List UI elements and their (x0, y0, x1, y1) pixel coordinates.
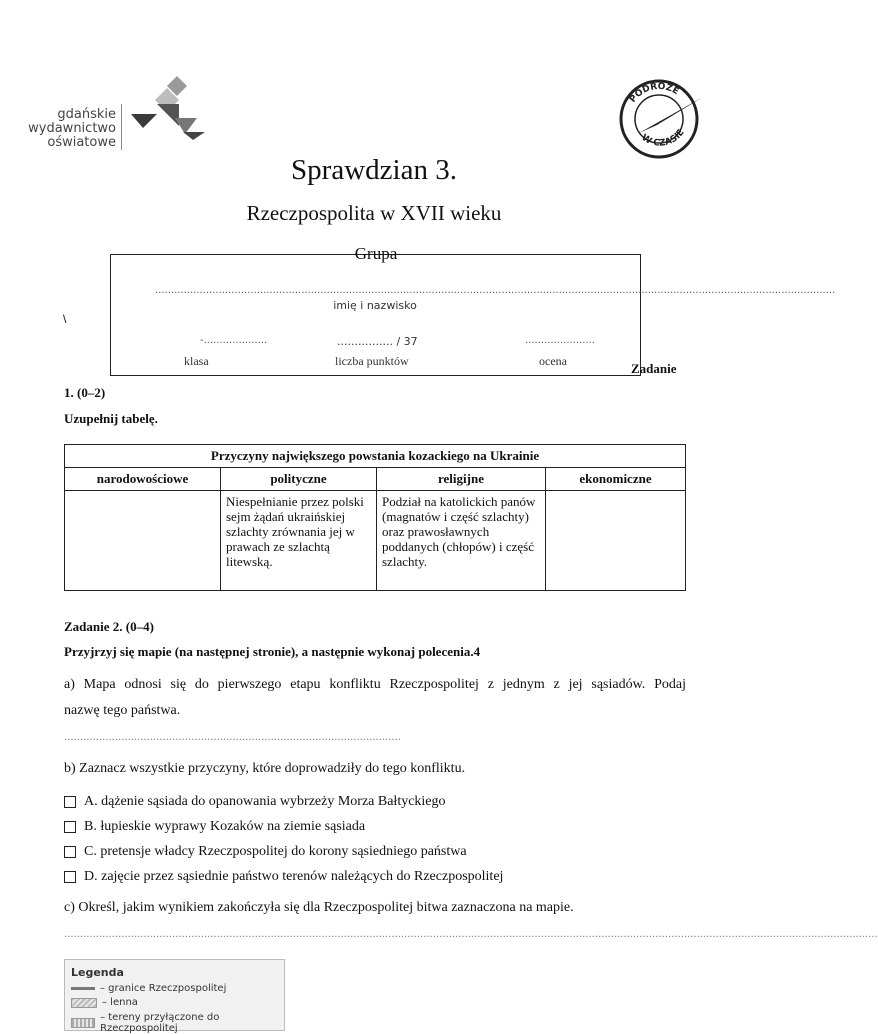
group-label: Grupa (354, 244, 398, 263)
causes-table (64, 444, 686, 591)
name-label: imię i nazwisko (333, 299, 417, 312)
checkbox[interactable] (64, 871, 76, 883)
task1-instruction: Uzupełnij tabelę. (64, 411, 158, 426)
podroze-w-czasie-stamp (617, 77, 707, 161)
legend-title: Legenda (71, 966, 124, 979)
column-header: religijne (377, 468, 546, 491)
task2-instruction: Przyjrzyj się mapie (na następnej stronie), a następnie wykonaj polecenia.4 (64, 644, 481, 659)
class-label: klasa (184, 354, 209, 368)
points-dotted-line[interactable]: ................ / 37 (337, 335, 418, 348)
column-header: ekonomiczne (546, 468, 686, 491)
legend-item-label: – granice Rzeczpospolitej (100, 983, 227, 994)
table-header-row (65, 468, 686, 491)
checkbox[interactable] (64, 796, 76, 808)
column-header: polityczne (221, 468, 377, 491)
task2-c-question: c) Określ, jakim wynikiem zakończyła się dla Rzeczpospolitej bitwa zaznaczona na mapie. (64, 900, 574, 915)
task2-c-answer-line[interactable]: ................................................................................................................................................................................................................................................................ (64, 929, 878, 940)
publisher-name (20, 108, 116, 150)
stray-backslash: \ (63, 312, 67, 326)
option-label: A. dążenie sąsiada do opanowania wybrzeży Morza Bałtyckiego (84, 794, 446, 809)
legend-item (71, 1012, 284, 1034)
answer-cell-religious[interactable]: Podział na katolickich panów (magnatów i część szlachty) oraz prawosławnych poddanych (chłopów) i część szlachty. (377, 491, 546, 591)
publisher-line: oświatowe (47, 135, 116, 150)
task2-a-answer-line[interactable]: .......................................................................................................... (64, 732, 401, 743)
table-caption: Przyczyny największego powstania kozackiego na Ukrainie (65, 445, 686, 468)
publisher-line: wydawnictwo (28, 121, 116, 136)
name-dotted-line[interactable]: ...................................................................................................................................................................................................................... (155, 285, 836, 296)
legend-item (71, 983, 226, 994)
answer-cell-national[interactable] (65, 491, 221, 591)
grade-label: ocena (539, 354, 567, 368)
fief-hatch-icon (71, 998, 97, 1008)
option-label: D. zajęcie przez sąsiednie państwo terenów należących do Rzeczpospolitej (84, 869, 504, 884)
option-c[interactable] (64, 844, 467, 860)
publisher-logo-icon (127, 74, 209, 140)
grade-dotted-line[interactable]: ...................... (525, 335, 595, 346)
answer-cell-economic[interactable] (546, 491, 686, 591)
task2-a-question-cont: nazwę tego państwa. (64, 703, 181, 718)
annexed-hatch-icon (71, 1018, 95, 1028)
table-caption-row (65, 445, 686, 468)
legend-item-label: – tereny przyłączone do Rzeczpospolitej (100, 1012, 220, 1034)
checkbox[interactable] (64, 846, 76, 858)
page-title: Sprawdzian 3. (291, 154, 457, 186)
publisher-divider (121, 104, 122, 150)
stamp-bottom-text: W CZASIE (639, 127, 687, 149)
publisher-line: gdańskie (57, 107, 116, 122)
option-d[interactable] (64, 869, 503, 885)
map-legend (64, 959, 285, 1034)
legend-item-label: – lenna (102, 997, 138, 1008)
option-a[interactable] (64, 794, 446, 810)
task1-heading-word: Zadanie (631, 361, 677, 376)
option-label: C. pretensje władcy Rzeczpospolitej do korony sąsiedniego państwa (84, 844, 467, 859)
column-header: narodowościowe (65, 468, 221, 491)
points-label: liczba punktów (335, 354, 409, 368)
task2-b-question: b) Zaznacz wszystkie przyczyny, które doprowadziły do tego konfliktu. (64, 761, 466, 776)
page-subtitle: Rzeczpospolita w XVII wieku (246, 201, 502, 225)
checkbox[interactable] (64, 821, 76, 833)
task2-a-question: a) Mapa odnosi się do pierwszego etapu konfliktu Rzeczpospolitej z jednym z jej sąsiadów. Podaj (64, 677, 686, 692)
stamp-top-text: PODRÓŻE (628, 81, 681, 105)
border-line-icon (71, 987, 95, 990)
answer-cell-political[interactable]: Niespełnianie przez polski sejm żądań ukraińskiej szlachty zrównania jej w prawach ze szlachtą litewską. (221, 491, 377, 591)
table-row (65, 491, 686, 591)
option-b[interactable] (64, 819, 365, 835)
task2-heading: Zadanie 2. (0–4) (64, 619, 154, 634)
option-label: B. łupieskie wyprawy Kozaków na ziemie sąsiada (84, 819, 366, 834)
class-dotted-line[interactable]: -.................... (200, 335, 268, 346)
legend-item (71, 997, 138, 1008)
task1-number: 1. (0–2) (64, 385, 106, 400)
svg-text:W CZASIE (640, 128, 687, 149)
